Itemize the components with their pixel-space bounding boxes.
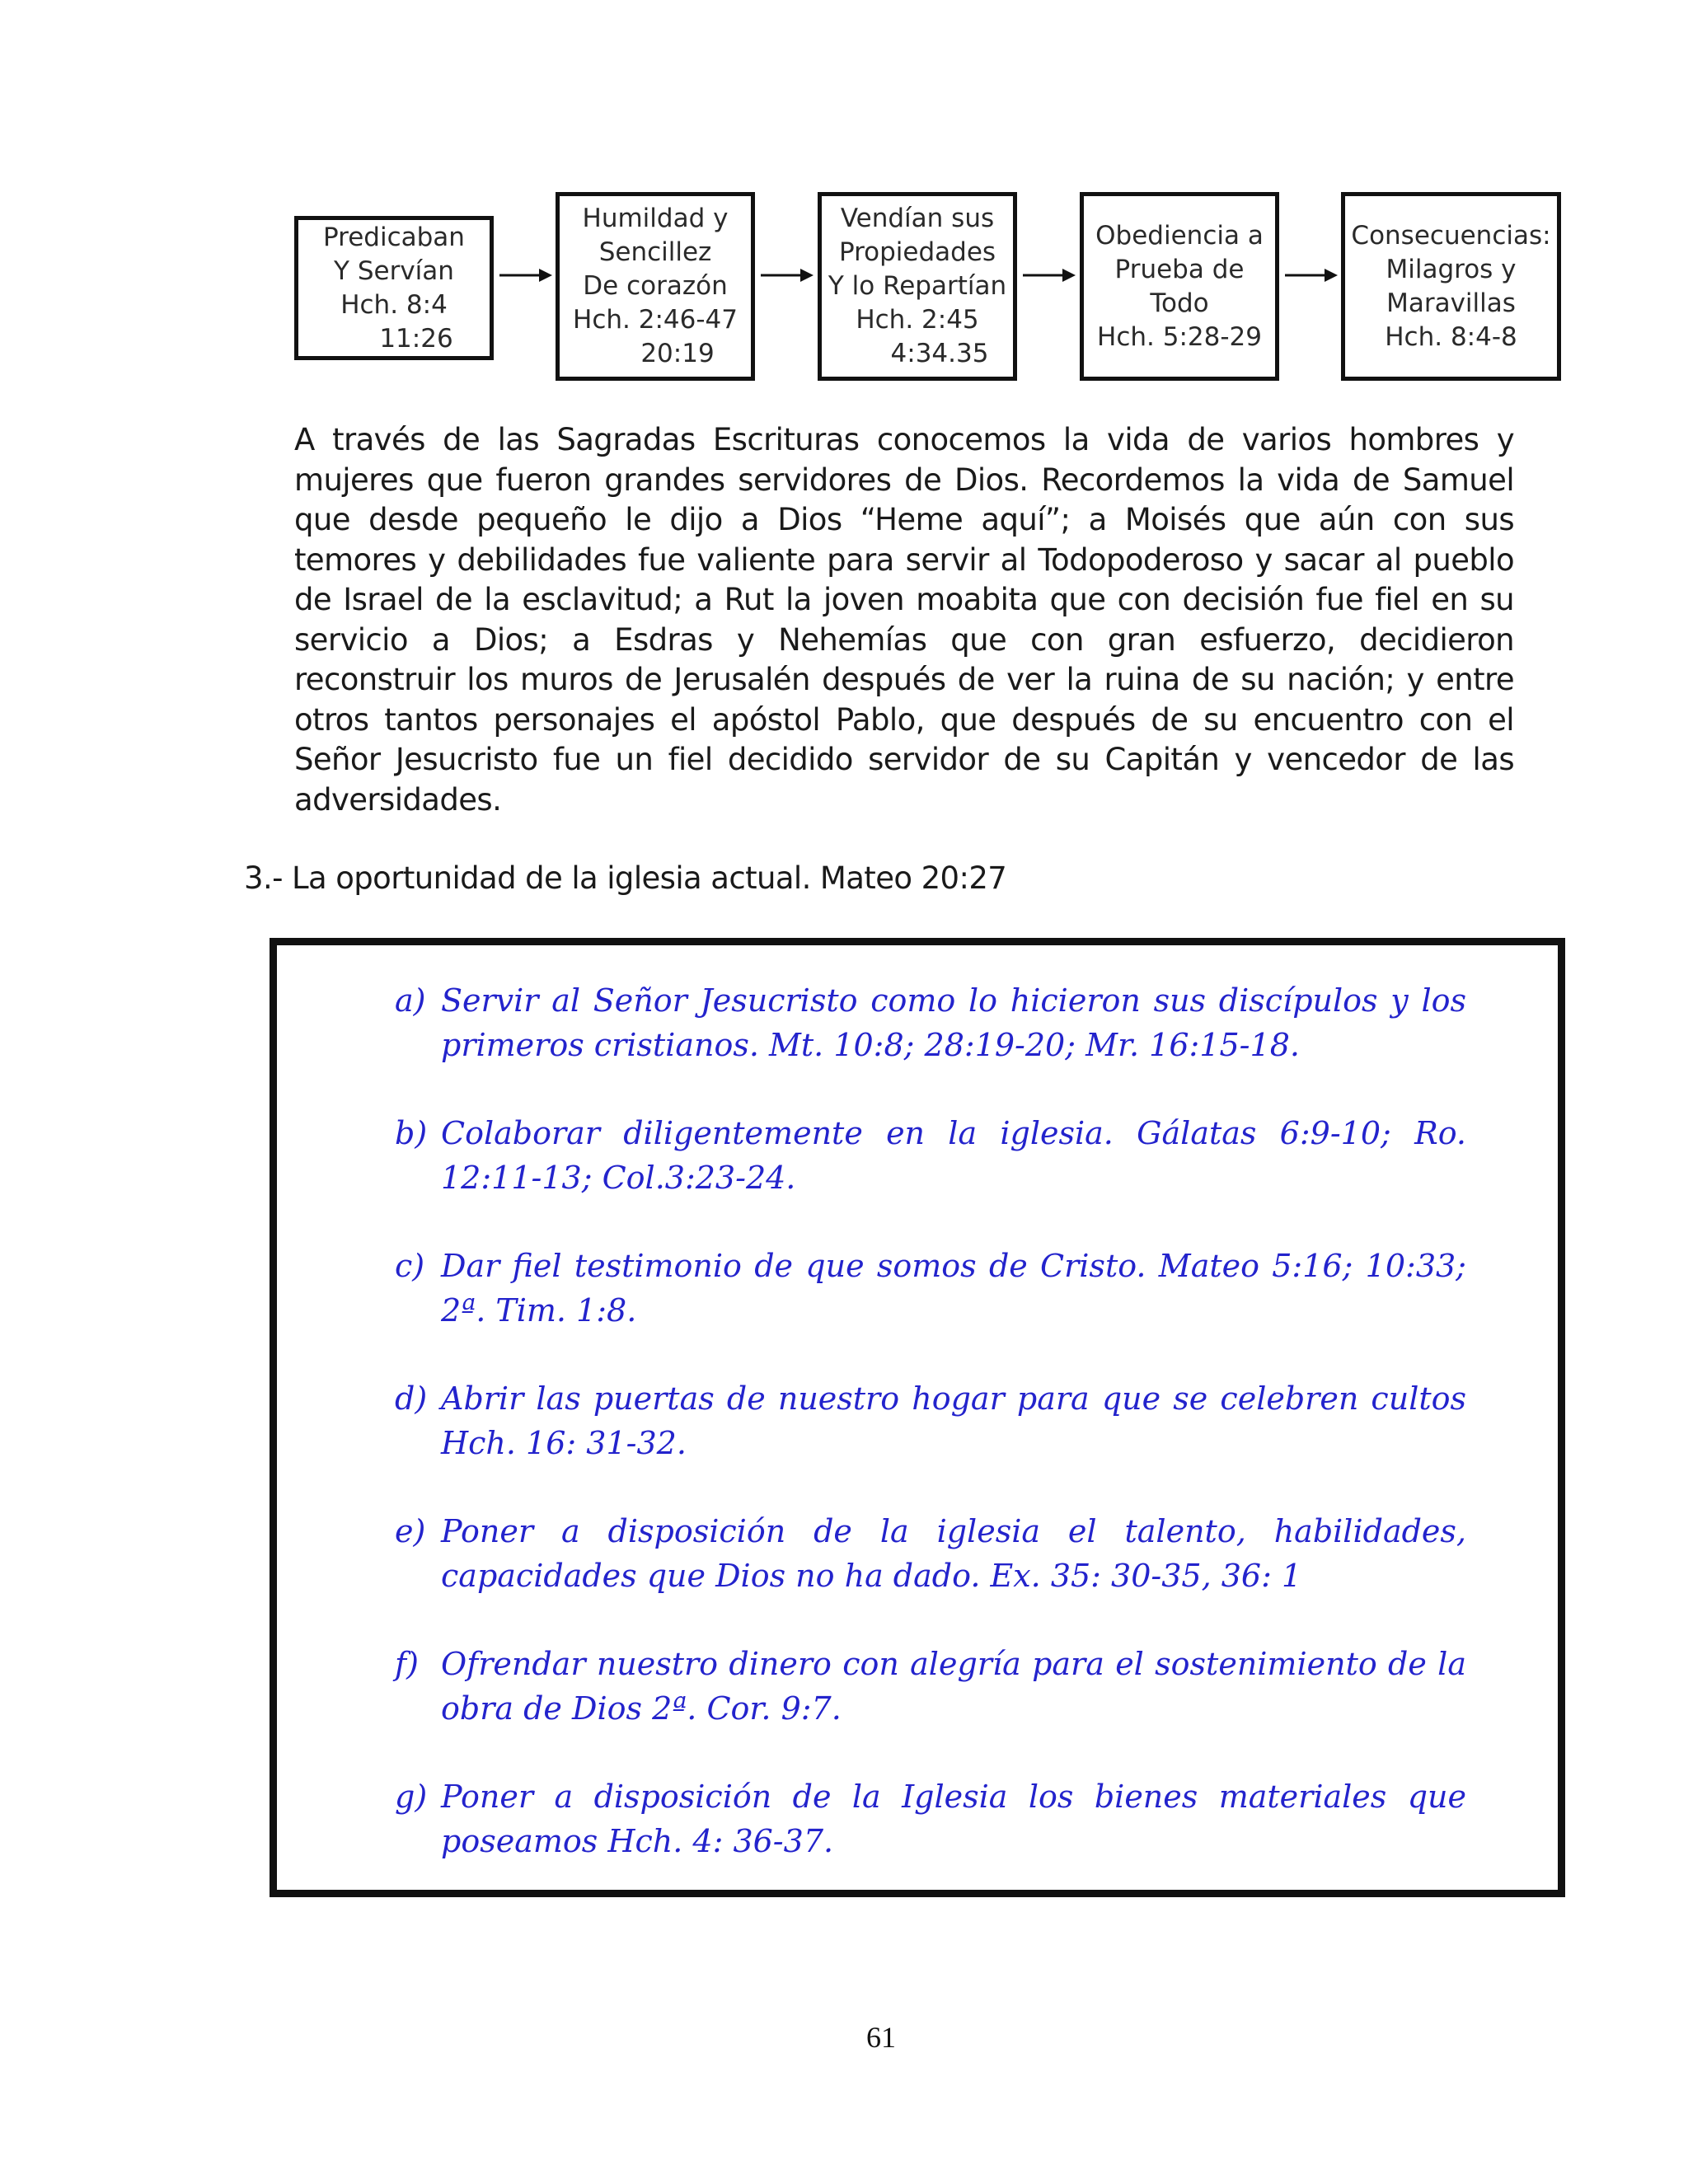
list-marker: c) — [395, 1248, 425, 1284]
list-item-text: Servir al Señor Jesucristo como lo hicieron sus discípulos y los primeros cristianos. Mt. 10:8; 28:19-20; Mr. 16:15-18. — [441, 982, 1466, 1063]
list-item — [395, 978, 1466, 1067]
list-item-text: Abrir las puertas de nuestro hogar para que se celebren cultos Hch. 16: 31-32. — [441, 1380, 1466, 1461]
flow-box-line: Milagros y — [1386, 254, 1517, 284]
flow-box-line: Consecuencias: — [1351, 220, 1551, 251]
list-item — [395, 1111, 1466, 1200]
list-item-text: Colaborar diligentemente en la iglesia. Gálatas 6:9-10; Ro. 12:11-13; Col.3:23-24. — [441, 1115, 1466, 1196]
flow-box-line: Sencillez — [598, 237, 712, 267]
flow-box-line: Hch. 2:46-47 — [573, 305, 738, 335]
arrow-right-icon — [499, 265, 552, 285]
flow-box-line: Maravillas — [1386, 288, 1516, 318]
flow-box-line: Prueba de — [1114, 254, 1245, 284]
flow-box-line: Hch. 2:45 — [856, 305, 979, 335]
flow-box-line: Todo — [1150, 288, 1209, 318]
flow-box-predicaban — [294, 216, 494, 360]
list-item — [395, 1774, 1466, 1863]
list-item — [395, 1509, 1466, 1598]
flow-box-humildad — [556, 192, 755, 381]
flow-box-vendian — [818, 192, 1017, 381]
list-item — [395, 1642, 1466, 1731]
flow-box-line: Humildad y — [582, 204, 729, 233]
flow-box-line: 4:34.35 — [890, 339, 989, 368]
flow-box-line: Hch. 8:4-8 — [1385, 321, 1517, 352]
list-item — [395, 1244, 1466, 1333]
list-marker: d) — [395, 1380, 428, 1417]
list-marker: f) — [395, 1646, 419, 1682]
list-item-text: Ofrendar nuestro dinero con alegría para el sostenimiento de la obra de Dios 2ª. Cor. 9:7. — [441, 1646, 1466, 1727]
flow-box-line: Obediencia a — [1095, 220, 1264, 251]
section-heading: 3.- La oportunidad de la iglesia actual. Mateo 20:27 — [244, 860, 1007, 896]
flow-box-line: 20:19 — [640, 339, 715, 368]
arrow-right-icon — [1285, 265, 1338, 285]
opportunities-list — [395, 978, 1466, 1907]
flow-box-line: Propiedades — [838, 237, 996, 267]
opportunities-box — [270, 938, 1565, 1897]
intro-paragraph: A través de las Sagradas Escrituras conocemos la vida de varios hombres y mujeres que fueron grandes servidores de Dios. Recordemos la vida de Samuel que desde pequeño le dijo a Dios “Heme aquí”; a Moisés que aún con sus temores y debilidades fue valiente para servir al Todopoderoso y sacar al pueblo de Israel de la esclavitud; a Rut la joven moabita que con decisión fue fiel en su servicio a Dios; a Esdras y Nehemías que con gran esfuerzo, decidieron reconstruir los muros de Jerusalén después de ver la ruina de su nación; y entre otros tantos personajes el apóstol Pablo, que después de su encuentro con el Señor Jesucristo fue un fiel decidido servidor de su Capitán y vencedor de las adversidades. — [294, 422, 1514, 818]
flow-box-line: Hch. 8:4 — [340, 289, 448, 320]
list-marker: e) — [395, 1513, 426, 1549]
flow-box-line: Vendían sus — [840, 204, 995, 233]
arrow-right-icon — [1023, 265, 1076, 285]
flow-box-line: 11:26 — [379, 323, 453, 354]
list-marker: g) — [395, 1779, 428, 1815]
arrow-right-icon — [761, 265, 814, 285]
list-item-text: Dar fiel testimonio de que somos de Cristo. Mateo 5:16; 10:33; 2ª. Tim. 1:8. — [441, 1248, 1466, 1329]
flow-diagram — [0, 0, 1688, 396]
list-marker: b) — [395, 1115, 428, 1151]
flow-box-line: Y lo Repartían — [828, 271, 1007, 301]
list-item — [395, 1376, 1466, 1465]
flow-box-consecuencias — [1341, 192, 1561, 381]
flow-box-line: Y Servían — [334, 255, 454, 286]
flow-box-line: De corazón — [583, 271, 728, 301]
flow-box-line: Hch. 5:28-29 — [1097, 321, 1262, 352]
list-item-text: Poner a disposición de la Iglesia los bienes materiales que poseamos Hch. 4: 36-37. — [441, 1779, 1466, 1859]
list-item-text: Poner a disposición de la iglesia el talento, habilidades, capacidades que Dios no ha dado. Ex. 35: 30-35, 36: 1 — [441, 1513, 1466, 1594]
list-marker: a) — [395, 982, 426, 1019]
page-number: 61 — [866, 2021, 896, 2054]
flow-box-line: Predicaban — [323, 222, 465, 252]
flow-box-obediencia — [1080, 192, 1279, 381]
